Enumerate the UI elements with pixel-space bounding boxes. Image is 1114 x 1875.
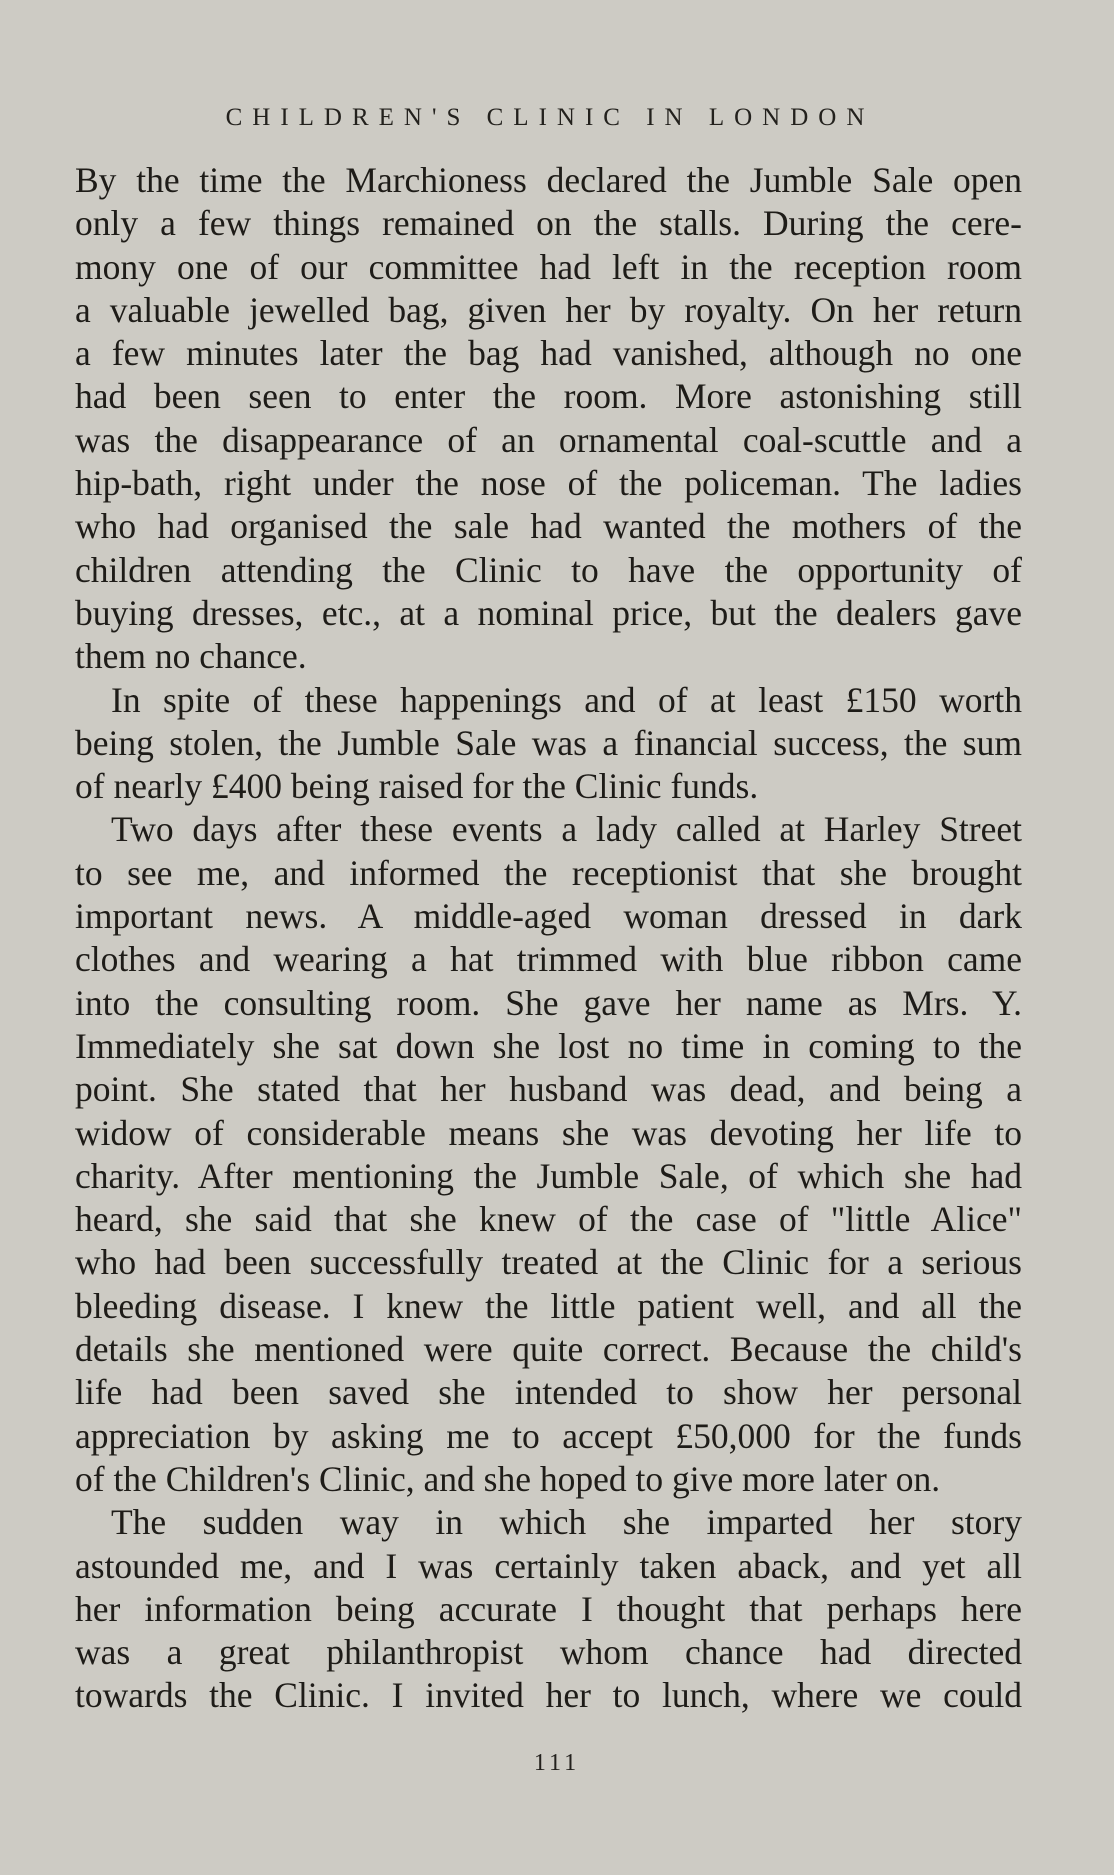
text-line: appreciation by asking me to accept £50,000 for the funds <box>75 1415 1022 1456</box>
text-line: charity. After mentioning the Jumble Sale, of which she had <box>75 1155 1022 1196</box>
text-line: In spite of these happenings and of at least £150 worth <box>111 679 1022 720</box>
text-line: a valuable jewelled bag, given her by royalty. On her return <box>75 289 1022 330</box>
text-line: who had been successfully treated at the Clinic for a serious <box>75 1242 1022 1283</box>
text-line: only a few things remained on the stalls. During the cere- <box>75 203 1022 244</box>
running-head: CHILDREN'S CLINIC IN LONDON <box>225 104 875 131</box>
text-line: point. She stated that her husband was dead, and being a <box>75 1069 1022 1110</box>
text-line: bleeding disease. I knew the little patient well, and all the <box>75 1285 1022 1326</box>
text-line: Immediately she sat down she lost no time in coming to the <box>75 1025 1022 1066</box>
text-line: into the consulting room. She gave her name as Mrs. Y. <box>75 982 1022 1023</box>
text-line: of nearly £400 being raised for the Clinic funds. <box>75 766 759 807</box>
text-line: hip-bath, right under the nose of the policeman. The ladies <box>75 463 1022 504</box>
text-line: who had organised the sale had wanted the mothers of the <box>75 506 1022 547</box>
text-line: widow of considerable means she was devoting her life to <box>75 1112 1022 1153</box>
text-line: her information being accurate I thought that perhaps here <box>75 1588 1022 1629</box>
text-line: buying dresses, etc., at a nominal price, but the dealers gave <box>75 592 1022 633</box>
text-line: Two days after these events a lady called at Harley Street <box>111 809 1022 850</box>
text-line: details she mentioned were quite correct. Because the child's <box>75 1329 1022 1370</box>
text-line: The sudden way in which she imparted her story <box>111 1502 1022 1543</box>
text-line: was a great philanthropist whom chance had directed <box>75 1632 1022 1673</box>
text-line: By the time the Marchioness declared the Jumble Sale open <box>75 160 1022 200</box>
text-line: astounded me, and I was certainly taken aback, and yet all <box>75 1545 1022 1586</box>
text-line: them no chance. <box>75 636 307 677</box>
text-line: had been seen to enter the room. More astonishing still <box>75 376 1022 417</box>
page-number: 111 <box>533 1750 581 1776</box>
text-line: important news. A middle-aged woman dressed in dark <box>75 896 1022 937</box>
text-line: being stolen, the Jumble Sale was a financial success, the sum <box>75 722 1022 763</box>
text-line: was the disappearance of an ornamental coal-scuttle and a <box>75 419 1022 460</box>
text-line: of the Children's Clinic, and she hoped to give more later on. <box>75 1458 941 1499</box>
text-line: clothes and wearing a hat trimmed with blue ribbon came <box>75 939 1022 980</box>
text-line: mony one of our committee had left in the reception room <box>75 246 1022 287</box>
text-line: children attending the Clinic to have the opportunity of <box>75 549 1022 590</box>
text-line: a few minutes later the bag had vanished, although no one <box>75 333 1022 374</box>
text-line: life had been saved she intended to show her personal <box>75 1372 1022 1413</box>
text-line: to see me, and informed the receptionist that she brought <box>75 852 1022 893</box>
text-line: towards the Clinic. I invited her to lunch, where we could <box>75 1675 1022 1716</box>
text-line: heard, she said that she knew of the case of "little Alice" <box>75 1199 1022 1240</box>
body-text <box>75 159 1022 1718</box>
